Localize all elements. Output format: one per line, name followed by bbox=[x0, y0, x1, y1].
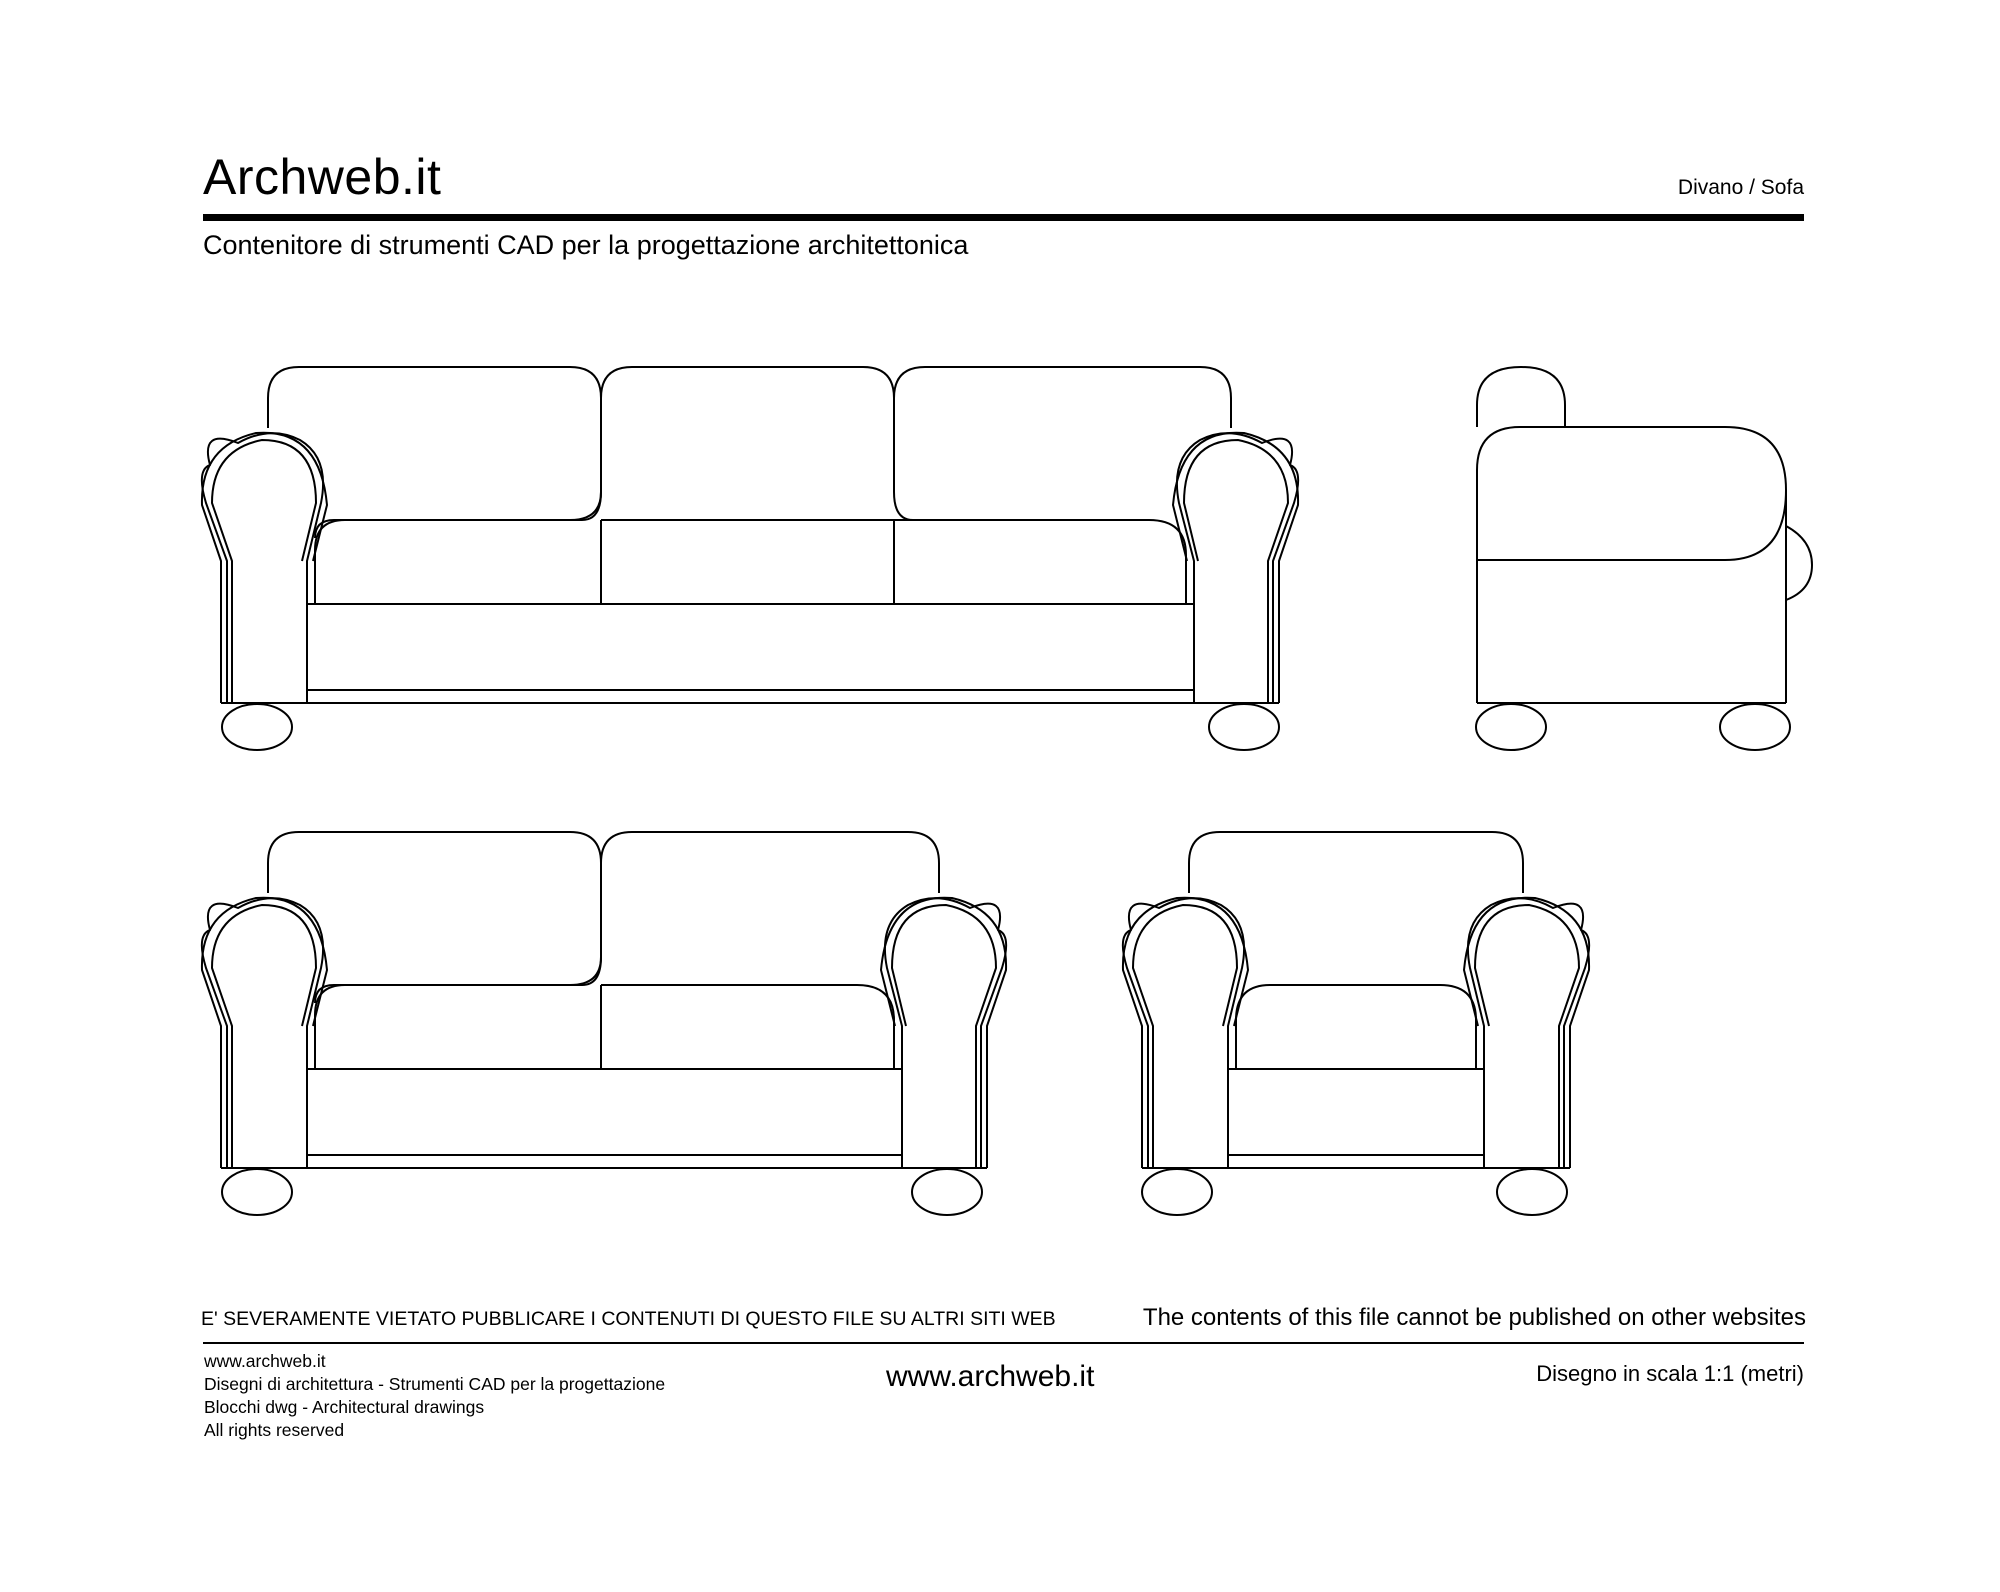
credits-block bbox=[204, 1350, 665, 1442]
foot bbox=[1720, 704, 1790, 750]
foot bbox=[222, 704, 292, 750]
website-url: www.archweb.it bbox=[886, 1360, 1095, 1393]
back-cushion bbox=[601, 367, 913, 520]
seat-cushion bbox=[315, 492, 601, 604]
scale-note: Disegno in scala 1:1 (metri) bbox=[1536, 1361, 1804, 1386]
two-seat-sofa-front bbox=[202, 832, 1006, 1215]
side-back bbox=[1477, 367, 1565, 427]
seat-cushion bbox=[601, 985, 894, 1069]
copyright-notice-italian: E' SEVERAMENTE VIETATO PUBBLICARE I CONTENUTI DI QUESTO FILE SU ALTRI SITI WEB bbox=[201, 1308, 1056, 1330]
foot bbox=[912, 1169, 982, 1215]
foot bbox=[1476, 704, 1546, 750]
sofa-side bbox=[1476, 367, 1812, 750]
credits-line: www.archweb.it bbox=[204, 1351, 326, 1371]
armchair-front bbox=[1123, 832, 1589, 1215]
foot bbox=[222, 1169, 292, 1215]
front-base bbox=[307, 1069, 902, 1155]
seat-cushion bbox=[315, 957, 601, 1069]
seat-cushion bbox=[601, 520, 894, 604]
section-label: Divano / Sofa bbox=[1677, 176, 1804, 199]
seat-cushion bbox=[894, 520, 1186, 604]
back-cushion bbox=[894, 367, 1231, 428]
front-base bbox=[1228, 1069, 1484, 1155]
copyright-notice-english: The contents of this file cannot be published on other websites bbox=[1142, 1304, 1806, 1331]
footer-rule bbox=[203, 1342, 1804, 1344]
back-cushion bbox=[1189, 832, 1523, 893]
brand-title: Archweb.it bbox=[203, 149, 442, 205]
seat-cushion bbox=[1236, 985, 1476, 1069]
three-seat-sofa-front bbox=[202, 367, 1298, 750]
credits-line: Disegni di architettura - Strumenti CAD per la progettazione bbox=[204, 1374, 666, 1394]
foot bbox=[1497, 1169, 1567, 1215]
back-cushion bbox=[601, 832, 939, 893]
credits-line: All rights reserved bbox=[204, 1420, 345, 1440]
front-base bbox=[307, 604, 1194, 690]
side-arm bbox=[1477, 427, 1786, 703]
subtitle: Contenitore di strumenti CAD per la progettazione architettonica bbox=[203, 230, 969, 260]
credits-line: Blocchi dwg - Architectural drawings bbox=[204, 1397, 485, 1417]
foot bbox=[1142, 1169, 1212, 1215]
foot bbox=[1209, 704, 1279, 750]
